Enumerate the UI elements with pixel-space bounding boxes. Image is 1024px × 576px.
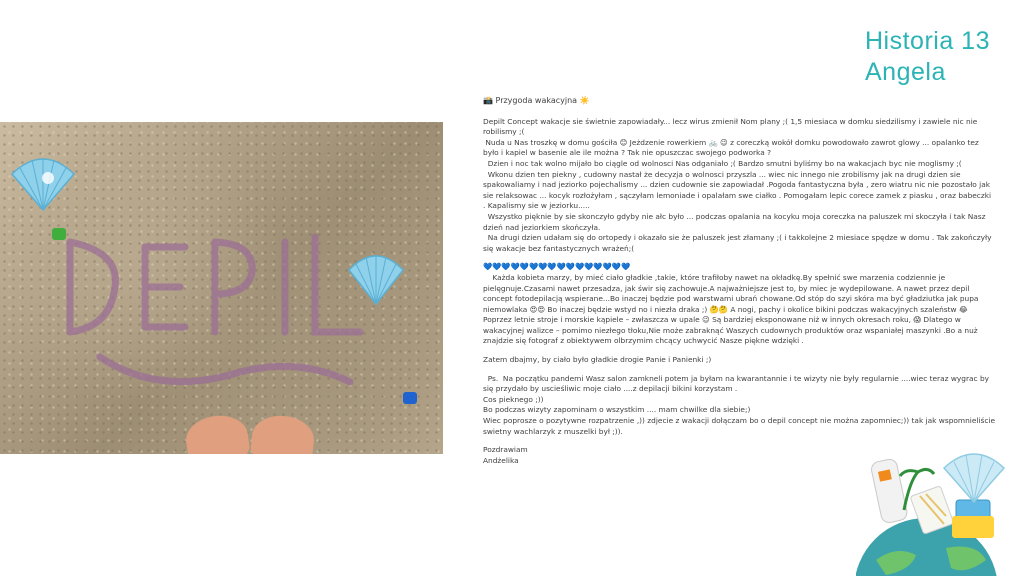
sand-letter-d (70, 242, 115, 332)
story-author: Angela (865, 58, 946, 86)
shell-fan-left-icon (8, 152, 78, 214)
letter-subject: 📸 Przygoda wakacyjna ☀️ (483, 96, 590, 105)
letter-paragraph: Wkonu dzien ten piekny , cudowny nastał że decyzja o wolnosci przyszla ... wiec nic innego nie zrobilismy jak na drugi dzien sie spakowaliamy i nad jeziorko pojechalismy ... dzien cudownie sie zapowiadał .Pogoda fantastyczna była , zero wiatru nic nie pozostało jak sie relaksowac ... kocyk rozłożyłam , sączyłam lemoniade i opalałam swe ciałko . Pomogałam lepic corece zamek z piasku , oraz babeczki . Kapalismy sie w jeziorku..... (483, 169, 994, 211)
paragraph-gap (483, 437, 995, 445)
story-number: Historia 13 (865, 27, 990, 55)
sand-line (100, 357, 350, 382)
letter-paragraph: Wiec poprosze o pozytywne rozpatrzenie ,)) zdjecie z wakacji dołączam bo o depil concept nie można zapomniec;)) tak jak wspomnieliście swietny wachlarzyk z muszelki był ;)). (483, 416, 998, 436)
paragraph-gap (483, 254, 995, 262)
letter-paragraph: Ps. Na początku pandemi Wasz salon zamkneli potem ja byłam na kwarantannie i te wizyty nie były regularnie ....wiec teraz wygrac by się przydało by uscieśliwic moje ciało ....z depilacji bikini korzystam . (483, 373, 992, 394)
letter-paragraph: Bo podczas wizyty zapominam o wszystkim .... mam chwilke dla siebie;) (483, 405, 751, 415)
story-heading (865, 26, 990, 88)
toy-blue (403, 392, 417, 404)
letter-paragraph: Pozdrawiam (483, 445, 528, 455)
toy-green (52, 228, 66, 240)
letter-body (483, 96, 998, 466)
sand-letter-e (145, 247, 185, 327)
decorative-globe-illustration (856, 450, 1024, 576)
beach-photo (0, 122, 443, 454)
letter-paragraph: Cos pieknego ;)) (483, 394, 544, 404)
letter-paragraph: Wszystko pięknie by sie skonczyło gdyby nie ałc było ... podczas opalania na kocyku moja coreczka na paluszek mi skoczyła i tak Nasz dzień nad jeziorkiem skończyła. (483, 211, 988, 232)
sand-letter-p (215, 242, 252, 332)
letter-paragraph: Depilt Concept wakacje sie świetnie zapowiadały... lecz wirus zmienił Nom plany ;( 1,5 miesiaca w domku siedzilismy i zawiele nic nie robilismy ;( (483, 116, 980, 137)
letter-paragraph: Dzien i noc tak wolno mijało bo ciągle od wolnosci Nas odganiało ;( Bardzo smutni byliśmy bo na wakacjach byc nie moglismy ;( (483, 158, 962, 168)
letter-paragraph: 💙💙💙💙💙💙💙💙💙💙💙💙💙💙💙💙 (483, 262, 631, 272)
letter-paragraph: Na drugi dzien udałam się do ortopedy i okazało sie że paluszek jest złamany ;( i takkolejne 2 miesiace spędze w domu . Tak zakończyły się wakacje bez fantastycznych wrażeń;( (483, 233, 994, 253)
sand-writing (40, 182, 380, 422)
letter-paragraph: Nuda u Nas troszkę w domu gościła 😊 Jeżdzenie rowerkiem 🚲 😉 z coreczką wokół domku powodowało zawrot glowy ... opalanko tez było i kapiel w basenie ale ile można ? Tak nie opuszczac swojego podworka ? (483, 137, 982, 158)
globe-icon (856, 450, 1024, 576)
letter-paragraph: Każda kobieta marzy, by mieć ciało gładkie ,takie, które trafiłoby nawet na okładkę.By spełnić swe marzenia codziennie je pielęgnuje.Czasami nawet przesadza, jak świr się zachowuje.A najważniejsze jest to, by miec je wydepilowane. A nawet przez depil concept fotodepilacją wspierane...Bo inaczej będzie pod warstwami ubrań chowane.Od stóp do szyi skóra ma być gładziutka jak pupa niemowlaka 😍😍 Bo inaczej będzie wstyd no i niezła draka ;) 🤔🤔 A nogi, pachy i okolice bikini podczas wakacyjnych szaleństw 😂 Poprzez letnie stroje i morskie kąpiele – zwłaszcza w upale 😉 Są bardziej eksponowane niż w innych okresach roku, 😱 Dlatego w wakacyjnej walizce – pomimo niezłego tłoku,Nie może zabraknąć Waszych cudownych produktów oraz wspaniałej maszynki .Bo a nuż znajdzie się fotograf z obiektywem olbrzymim chcący uchwycić Nasze piękne wdzięki . (483, 272, 981, 346)
letter-paragraphs (483, 116, 998, 467)
letter-paragraph: Zatem dbajmy, by ciało było gładkie drogie Panie i Panienki ;) (483, 355, 712, 365)
shell-fan-right-icon (346, 250, 406, 308)
letter-paragraph: Andżelika (483, 455, 519, 465)
paragraph-gap (483, 347, 995, 355)
paragraph-gap (483, 366, 995, 374)
